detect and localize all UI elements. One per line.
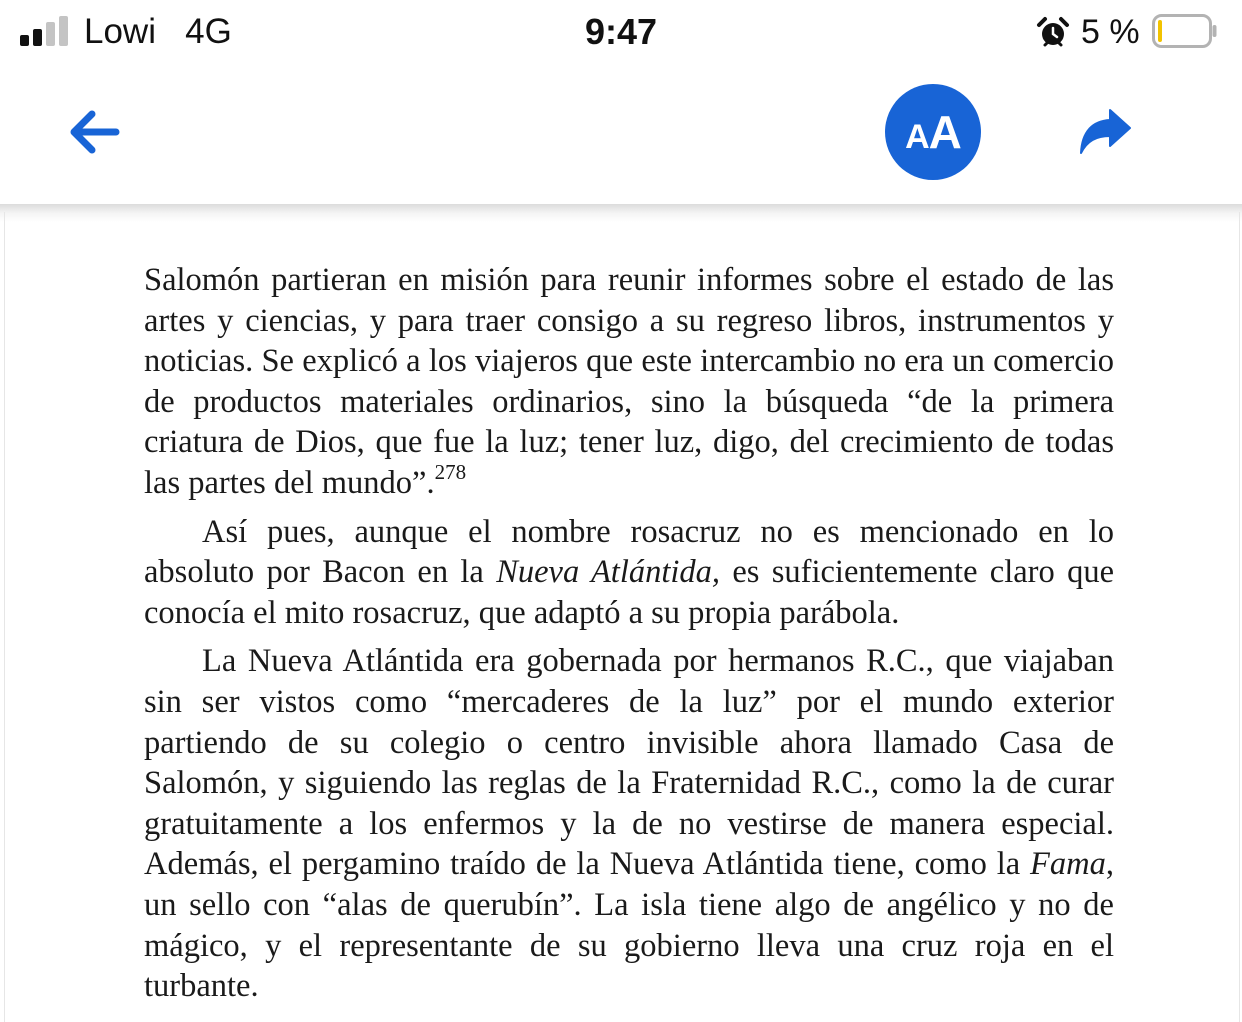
paragraph-3 <box>144 641 1114 1006</box>
battery-icon <box>1152 14 1218 48</box>
paragraph-3-italic: Fama <box>1030 846 1106 883</box>
book-page-text <box>144 260 1114 1015</box>
alarm-clock-icon <box>1036 16 1070 48</box>
paragraph-2 <box>144 512 1114 634</box>
paragraph-2-text-b: es suficientemente claro que conocía el mito rosacruz, que adaptó a su propia parábola. <box>144 554 1114 631</box>
battery-percent: 5 % <box>1081 13 1140 51</box>
paragraph-1-text: Salomón partieran en misión para reunir informes sobre el estado de las artes y ciencias, y para traer consigo a su regreso libros, instrumentos y noticias. Se explicó a los viajeros que este intercambio no era un comercio de productos materiales ordinarios, sino la búsqueda “de la primera criatura de Dios, que fue la luz; tener luz, digo, del crecimiento de todas las partes del mundo”. <box>144 262 1114 501</box>
paragraph-1 <box>144 260 1114 504</box>
font-button-big-a: A <box>928 106 961 158</box>
font-settings-button[interactable] <box>885 84 981 180</box>
carrier-name: Lowi <box>84 12 156 51</box>
font-button-small-a: A <box>905 118 929 156</box>
network-type: 4G <box>185 12 232 51</box>
share-arrow-icon[interactable] <box>1076 106 1134 158</box>
status-bar <box>0 0 1242 66</box>
paragraph-2-text-a: Así pues, aunque el nombre rosacruz no es mencionado en lo absoluto por Bacon en la <box>144 513 1114 591</box>
paragraph-3-text-a: La Nueva Atlántida era gobernada por hermanos R.C., que viajaban sin ser vistos como “mercaderes de la luz” por el mundo exterior partiendo de su colegio o centro invisible ahora llamado Casa de Salomón, y siguiendo las reglas de la Fraternidad R.C., como la de curar gratuitamente a los enfermos y la de no vestirse de manera especial. Además, el pergamino traído de la Nueva Atlántida tiene, como la <box>144 643 1114 883</box>
paragraph-3-text-b: , un sello con “alas de querubín”. La isla tiene algo de angélico y no de mágico, y el representante de su gobierno lleva una cruz roja en el turbante. <box>144 846 1114 1005</box>
footnote-reference[interactable]: 278 <box>434 459 467 484</box>
paragraph-2-italic: Nueva Atlántida, <box>496 554 721 591</box>
reader-toolbar <box>0 66 1242 204</box>
status-time: 9:47 <box>584 11 658 52</box>
back-arrow-icon[interactable] <box>66 106 122 158</box>
